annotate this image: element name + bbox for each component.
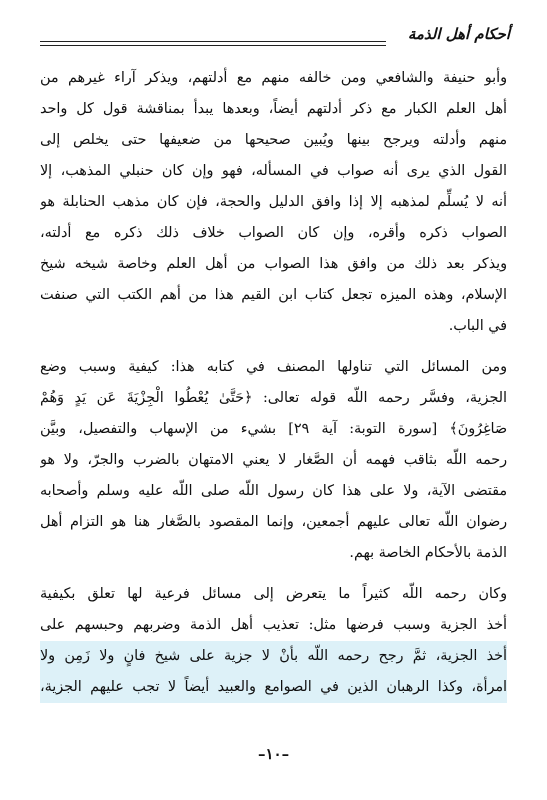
text-line: رحمه اللّه بثاقب فهمه أن الصَّغار لا يعني الامتهان بالضرب والجرّ، ولا هو xyxy=(40,452,507,468)
highlighted-line: امرأة، وكذا الرهبان الذين في الصوامع والعبيد أيضاً لا تجب عليهم الجزية، xyxy=(40,672,507,703)
text-line: منهم وأدلته ويرجح بينها ويُبين صحيحها من ضعيفها حتى يخلص إلى xyxy=(40,132,507,148)
text-line: صَاغِرُونَ﴾ [سورة التوبة: آية ٢٩] بشيء من الإسهاب والتفصيل، وبيَّن xyxy=(40,421,507,437)
text-line: في الباب. xyxy=(448,318,507,334)
running-title: أحكام أهل الذمة xyxy=(407,25,510,43)
paragraph xyxy=(40,352,507,569)
text-line: وأبو حنيفة والشافعي ومن خالفه منهم مع أدلتهم، ويذكر آراء غيرهم من xyxy=(40,70,507,86)
paragraph xyxy=(40,63,507,342)
header-rule xyxy=(40,41,386,46)
body-text xyxy=(40,63,507,703)
text-line: رضوان اللّه تعالى عليهم أجمعين، وإنما المقصود بالصَّغار هنا هو التزام أهل xyxy=(40,514,507,530)
page-header xyxy=(40,24,510,54)
text-line: أنه لا يُسلِّم لمذهبه إلا إذا وافق الدليل والحجة، فإن كان مذهب الحنابلة هو xyxy=(40,194,507,210)
text-line: ويذكر بعد ذلك من وافق هذا الصواب من أهل العلم وخاصة شيخه شيخ xyxy=(40,256,507,272)
text-line: الإسلام، وهذه الميزه تجعل كتاب ابن القيم هذا من أهم الكتب التي صنفت xyxy=(40,287,507,303)
text-line: الذمة بالأحكام الخاصة بهم. xyxy=(349,545,507,561)
text-line: الصواب ذكره وأقره، وإن كان الصواب خلاف ذلك ذكره مع أدلته، xyxy=(40,225,507,241)
highlighted-line: أخذ الجزية، ثمَّ رجح رحمه اللّه بأنْ لا جزية على شيخ فانٍ ولا زَمِن ولا xyxy=(40,641,507,672)
text-line: ومن المسائل التي تناولها المصنف في كتابه هذا: كيفية وسبب وضع xyxy=(40,359,507,375)
text-line: الجزية، وفسَّر رحمه اللّه قوله تعالى: ﴿حَتَّىٰ يُعْطُوا الْجِزْيَةَ عَن يَدٍ وَهُمْ xyxy=(40,390,507,406)
text-line: أخذ الجزية وسبب فرضها مثل: تعذيب أهل الذمة وضربهم وحبسهم على xyxy=(40,617,507,633)
text-line: وكان رحمه اللّه كثيراً ما يتعرض إلى مسائل فرعية لها تعلق بكيفية xyxy=(40,586,507,602)
text-line: أهل العلم الكبار مع ذكر أدلتهم أيضاً، وبعدها يبدأ بمناقشة قول كل واحد xyxy=(40,101,507,117)
text-line: القول الذي يرى أنه صواب في المسأله، فهو وإن كان حنبلي المذهب، إلا xyxy=(40,163,507,179)
paragraph xyxy=(40,579,507,703)
text-line: مقتضى الآية، ولا على هذا كان رسول اللّه صلى اللّه عليه وسلم وأصحابه xyxy=(40,483,507,499)
page-number: –١٠– xyxy=(257,745,290,763)
